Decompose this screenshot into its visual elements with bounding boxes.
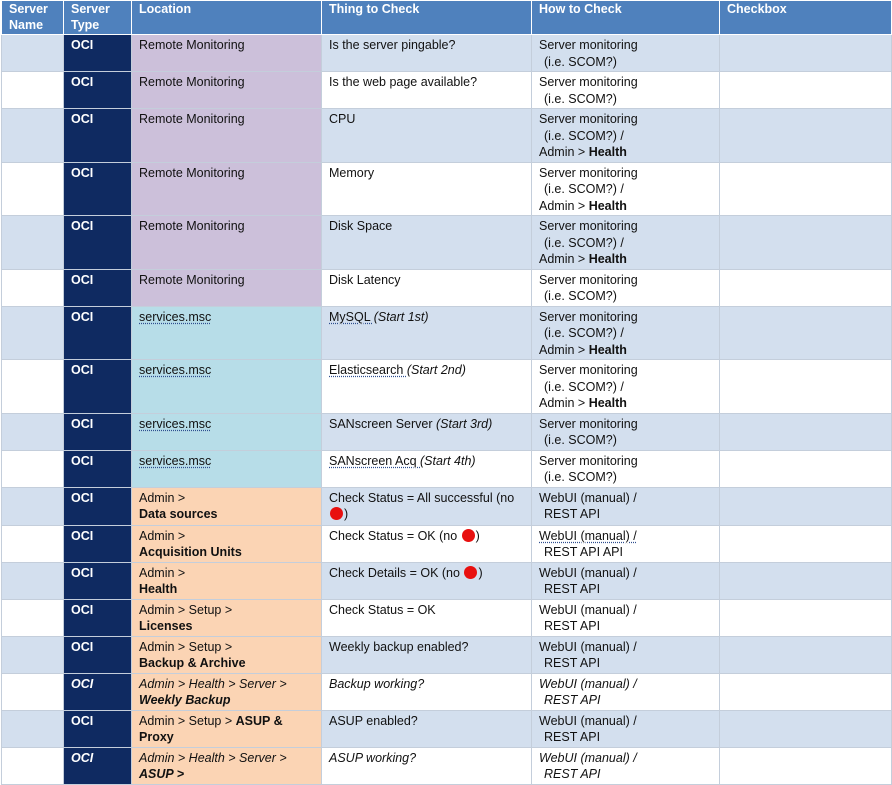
how-prefix: Admin >	[539, 342, 589, 357]
location-target: Health	[139, 582, 178, 596]
server-type-cell: OCI	[64, 162, 132, 216]
how-cell	[532, 269, 720, 306]
how-line: WebUI (manual) /	[539, 750, 637, 765]
how-line: REST API	[544, 582, 601, 596]
how-line: (i.e. SCOM?) /	[544, 326, 624, 340]
how-line: REST API	[544, 730, 601, 744]
server-type-cell: OCI	[64, 306, 132, 360]
server-type-cell: OCI	[64, 450, 132, 487]
how-line: Server monitoring	[539, 219, 638, 233]
how-cell	[532, 487, 720, 525]
thing-text: Check Status = All successful (no	[329, 490, 515, 505]
thing-cell	[322, 413, 532, 450]
location-path: Admin > Setup >	[139, 602, 233, 617]
server-type-cell: OCI	[64, 216, 132, 270]
checkbox-cell[interactable]	[720, 599, 892, 636]
table-row	[2, 162, 892, 216]
location-text: services.msc	[139, 363, 212, 377]
table-row	[2, 109, 892, 163]
how-cell	[532, 673, 720, 710]
location-cell: Remote Monitoring	[132, 109, 322, 163]
thing-cell: Disk Latency	[322, 269, 532, 306]
how-cell	[532, 450, 720, 487]
how-line: Server monitoring	[539, 38, 638, 52]
location-target: Backup & Archive	[139, 656, 246, 670]
how-line: (i.e. SCOM?)	[544, 433, 617, 447]
location-path: Admin > Setup >	[139, 639, 233, 654]
table-row	[2, 525, 892, 562]
checkbox-cell[interactable]	[720, 636, 892, 673]
how-cell	[532, 216, 720, 270]
location-cell	[132, 636, 322, 673]
red-status-dot-icon	[330, 507, 343, 520]
how-bold: Health	[588, 252, 627, 266]
how-prefix: Admin >	[539, 145, 589, 159]
thing-cell: Backup working?	[322, 673, 532, 710]
header-row	[2, 1, 892, 35]
table-row	[2, 747, 892, 784]
server-type-cell: OCI	[64, 673, 132, 710]
thing-cell: Disk Space	[322, 216, 532, 270]
server-name-cell[interactable]	[2, 72, 64, 109]
checkbox-cell[interactable]	[720, 109, 892, 163]
header-thing-to-check: Thing to Check	[322, 1, 532, 35]
thing-text: SANscreen Server	[329, 416, 436, 431]
checkbox-cell[interactable]	[720, 72, 892, 109]
how-cell	[532, 35, 720, 72]
thing-cell	[322, 306, 532, 360]
checkbox-cell[interactable]	[720, 710, 892, 747]
how-line: WebUI (manual) /	[539, 676, 637, 691]
checkbox-cell[interactable]	[720, 562, 892, 599]
checkbox-cell[interactable]	[720, 269, 892, 306]
location-target: Data sources	[139, 507, 218, 521]
how-line: Server monitoring	[539, 309, 638, 324]
how-cell	[532, 109, 720, 163]
header-location: Location	[132, 1, 322, 35]
table-row	[2, 450, 892, 487]
location-cell	[132, 747, 322, 784]
how-line: (i.e. SCOM?) /	[544, 379, 624, 394]
thing-cell	[322, 562, 532, 599]
how-cell	[532, 562, 720, 599]
header-server-name: Server Name	[2, 1, 64, 35]
header-checkbox: Checkbox	[720, 1, 892, 35]
location-target: Acquisition Units	[139, 545, 242, 559]
how-cell	[532, 525, 720, 562]
location-target: Licenses	[139, 619, 193, 633]
server-type-cell: OCI	[64, 269, 132, 306]
how-cell	[532, 72, 720, 109]
thing-cell: Weekly backup enabled?	[322, 636, 532, 673]
thing-cell	[322, 525, 532, 562]
server-name-cell[interactable]	[2, 747, 64, 784]
table-row	[2, 35, 892, 72]
table-row	[2, 673, 892, 710]
table-row	[2, 599, 892, 636]
server-type-cell: OCI	[64, 360, 132, 414]
location-path: Admin >	[139, 565, 186, 580]
location-path: Admin >	[139, 490, 186, 505]
server-name-cell[interactable]	[2, 562, 64, 599]
server-type-cell: OCI	[64, 109, 132, 163]
table-row	[2, 360, 892, 414]
how-line: WebUI (manual) /	[539, 565, 637, 580]
how-cell	[532, 413, 720, 450]
location-text: services.msc	[139, 453, 212, 468]
how-cell	[532, 162, 720, 216]
checkbox-cell[interactable]	[720, 450, 892, 487]
server-name-cell[interactable]	[2, 636, 64, 673]
thing-cell: ASUP enabled?	[322, 710, 532, 747]
thing-text: Elasticsearch	[329, 363, 407, 377]
how-cell	[532, 360, 720, 414]
checkbox-cell[interactable]	[720, 360, 892, 414]
how-line: REST API API	[544, 545, 623, 559]
server-type-cell: OCI	[64, 487, 132, 525]
table-row	[2, 710, 892, 747]
how-line	[539, 395, 715, 412]
how-line: Server monitoring	[539, 453, 638, 468]
server-type-cell: OCI	[64, 710, 132, 747]
location-cell	[132, 450, 322, 487]
thing-text: Is the server pingable?	[329, 38, 456, 52]
server-name-cell[interactable]	[2, 109, 64, 163]
location-path: Admin > Health > Server >	[139, 676, 287, 691]
table-row	[2, 269, 892, 306]
location-cell	[132, 673, 322, 710]
location-cell: Remote Monitoring	[132, 35, 322, 72]
server-type-cell: OCI	[64, 72, 132, 109]
how-cell	[532, 747, 720, 784]
header-server-type: Server Type	[64, 1, 132, 35]
how-line: WebUI (manual) /	[539, 602, 637, 617]
thing-note: (Start 1st)	[373, 309, 429, 324]
location-cell: Remote Monitoring	[132, 162, 322, 216]
server-name-cell[interactable]	[2, 35, 64, 72]
checkbox-cell[interactable]	[720, 413, 892, 450]
how-cell	[532, 599, 720, 636]
server-type-cell: OCI	[64, 599, 132, 636]
location-cell	[132, 306, 322, 360]
how-line: (i.e. SCOM?) /	[544, 182, 624, 196]
location-cell: Remote Monitoring	[132, 269, 322, 306]
location-cell: Remote Monitoring	[132, 72, 322, 109]
thing-text: Check Status = OK (no	[329, 528, 461, 543]
how-line: REST API	[544, 507, 601, 521]
how-prefix: Admin >	[539, 252, 589, 266]
how-cell	[532, 710, 720, 747]
how-line: (i.e. SCOM?) /	[544, 128, 624, 143]
server-name-cell[interactable]	[2, 360, 64, 414]
checkbox-cell[interactable]	[720, 525, 892, 562]
server-name-cell[interactable]	[2, 487, 64, 525]
location-cell	[132, 487, 322, 525]
red-status-dot-icon	[464, 566, 477, 579]
checkbox-cell[interactable]	[720, 35, 892, 72]
thing-cell: Memory	[322, 162, 532, 216]
how-prefix: Admin >	[539, 396, 589, 410]
checkbox-cell[interactable]	[720, 487, 892, 525]
thing-text: Check Details = OK (no	[329, 565, 464, 580]
thing-text: MySQL	[329, 309, 374, 324]
thing-cell: Is the web page available?	[322, 72, 532, 109]
location-cell	[132, 599, 322, 636]
server-name-cell[interactable]	[2, 525, 64, 562]
server-type-cell: OCI	[64, 35, 132, 72]
table-row	[2, 487, 892, 525]
thing-cell: ASUP working?	[322, 747, 532, 784]
server-name-cell[interactable]	[2, 162, 64, 216]
how-bold: Health	[588, 396, 627, 410]
thing-cell: CPU	[322, 109, 532, 163]
how-line: REST API	[544, 619, 601, 633]
how-line: Server monitoring	[539, 416, 638, 431]
how-bold: Health	[588, 145, 627, 159]
table-row	[2, 636, 892, 673]
location-cell	[132, 562, 322, 599]
checkbox-cell[interactable]	[720, 162, 892, 216]
location-target: ASUP & Proxy	[139, 713, 283, 744]
thing-text-end: )	[478, 565, 483, 580]
how-line: (i.e. SCOM?)	[544, 470, 617, 484]
server-type-cell: OCI	[64, 636, 132, 673]
server-name-cell[interactable]	[2, 710, 64, 747]
checkbox-cell[interactable]	[720, 747, 892, 784]
how-line	[539, 198, 715, 215]
location-target: ASUP >	[139, 767, 185, 781]
thing-note: (Start 2nd)	[406, 363, 466, 377]
red-status-dot-icon	[462, 529, 475, 542]
location-cell: Remote Monitoring	[132, 216, 322, 270]
location-text: services.msc	[139, 309, 212, 324]
how-line	[539, 342, 715, 359]
how-line: Server monitoring	[539, 272, 638, 287]
how-line: (i.e. SCOM?)	[544, 91, 617, 106]
how-line: Server monitoring	[539, 165, 638, 180]
server-name-cell[interactable]	[2, 413, 64, 450]
how-prefix: Admin >	[539, 198, 589, 213]
how-line: Server monitoring	[539, 363, 638, 377]
server-name-cell[interactable]	[2, 306, 64, 360]
location-cell	[132, 710, 322, 747]
location-text: services.msc	[139, 416, 212, 431]
how-line: Server monitoring	[539, 112, 638, 126]
thing-cell	[322, 450, 532, 487]
location-cell	[132, 525, 322, 562]
how-line: WebUI (manual) /	[539, 528, 637, 543]
how-line: REST API	[544, 656, 601, 670]
table-row	[2, 413, 892, 450]
server-name-cell[interactable]	[2, 450, 64, 487]
how-cell	[532, 306, 720, 360]
header-how-to-check: How to Check	[532, 1, 720, 35]
location-cell	[132, 413, 322, 450]
server-type-cell: OCI	[64, 747, 132, 784]
table-row	[2, 72, 892, 109]
server-type-cell: OCI	[64, 525, 132, 562]
server-name-cell[interactable]	[2, 216, 64, 270]
how-bold: Health	[588, 198, 627, 213]
table-row	[2, 562, 892, 599]
thing-cell	[322, 487, 532, 525]
how-line: WebUI (manual) /	[539, 639, 637, 654]
location-cell	[132, 360, 322, 414]
how-line: (i.e. SCOM?)	[544, 289, 617, 303]
thing-text-end: )	[344, 507, 349, 521]
thing-text-end: )	[475, 528, 480, 543]
checkbox-cell[interactable]	[720, 216, 892, 270]
server-type-cell: OCI	[64, 413, 132, 450]
how-line: (i.e. SCOM?)	[544, 54, 617, 69]
table-row	[2, 216, 892, 270]
server-checklist-table	[1, 0, 892, 785]
thing-note: (Start 4th)	[420, 453, 476, 468]
thing-cell	[322, 360, 532, 414]
server-type-cell: OCI	[64, 562, 132, 599]
how-line	[539, 144, 715, 161]
location-path: Admin > Health > Server >	[139, 750, 287, 765]
thing-cell	[322, 35, 532, 72]
server-name-cell[interactable]	[2, 269, 64, 306]
how-line: WebUI (manual) /	[539, 713, 637, 728]
how-line	[539, 251, 715, 268]
location-target: Weekly Backup	[139, 693, 231, 707]
checkbox-cell[interactable]	[720, 673, 892, 710]
how-line: REST API	[544, 693, 601, 707]
thing-note: (Start 3rd)	[435, 416, 493, 431]
server-name-cell[interactable]	[2, 599, 64, 636]
table-row	[2, 306, 892, 360]
location-path: Admin >	[139, 528, 186, 543]
location-path: Admin > Setup >	[139, 713, 236, 728]
thing-cell: Check Status = OK	[322, 599, 532, 636]
how-line: Server monitoring	[539, 75, 638, 89]
checkbox-cell[interactable]	[720, 306, 892, 360]
how-line: (i.e. SCOM?) /	[544, 235, 624, 250]
thing-text: SANscreen Acq	[329, 453, 421, 468]
server-name-cell[interactable]	[2, 673, 64, 710]
how-line: WebUI (manual) /	[539, 490, 637, 505]
how-cell	[532, 636, 720, 673]
how-line: REST API	[544, 767, 601, 781]
how-bold: Health	[588, 342, 627, 357]
